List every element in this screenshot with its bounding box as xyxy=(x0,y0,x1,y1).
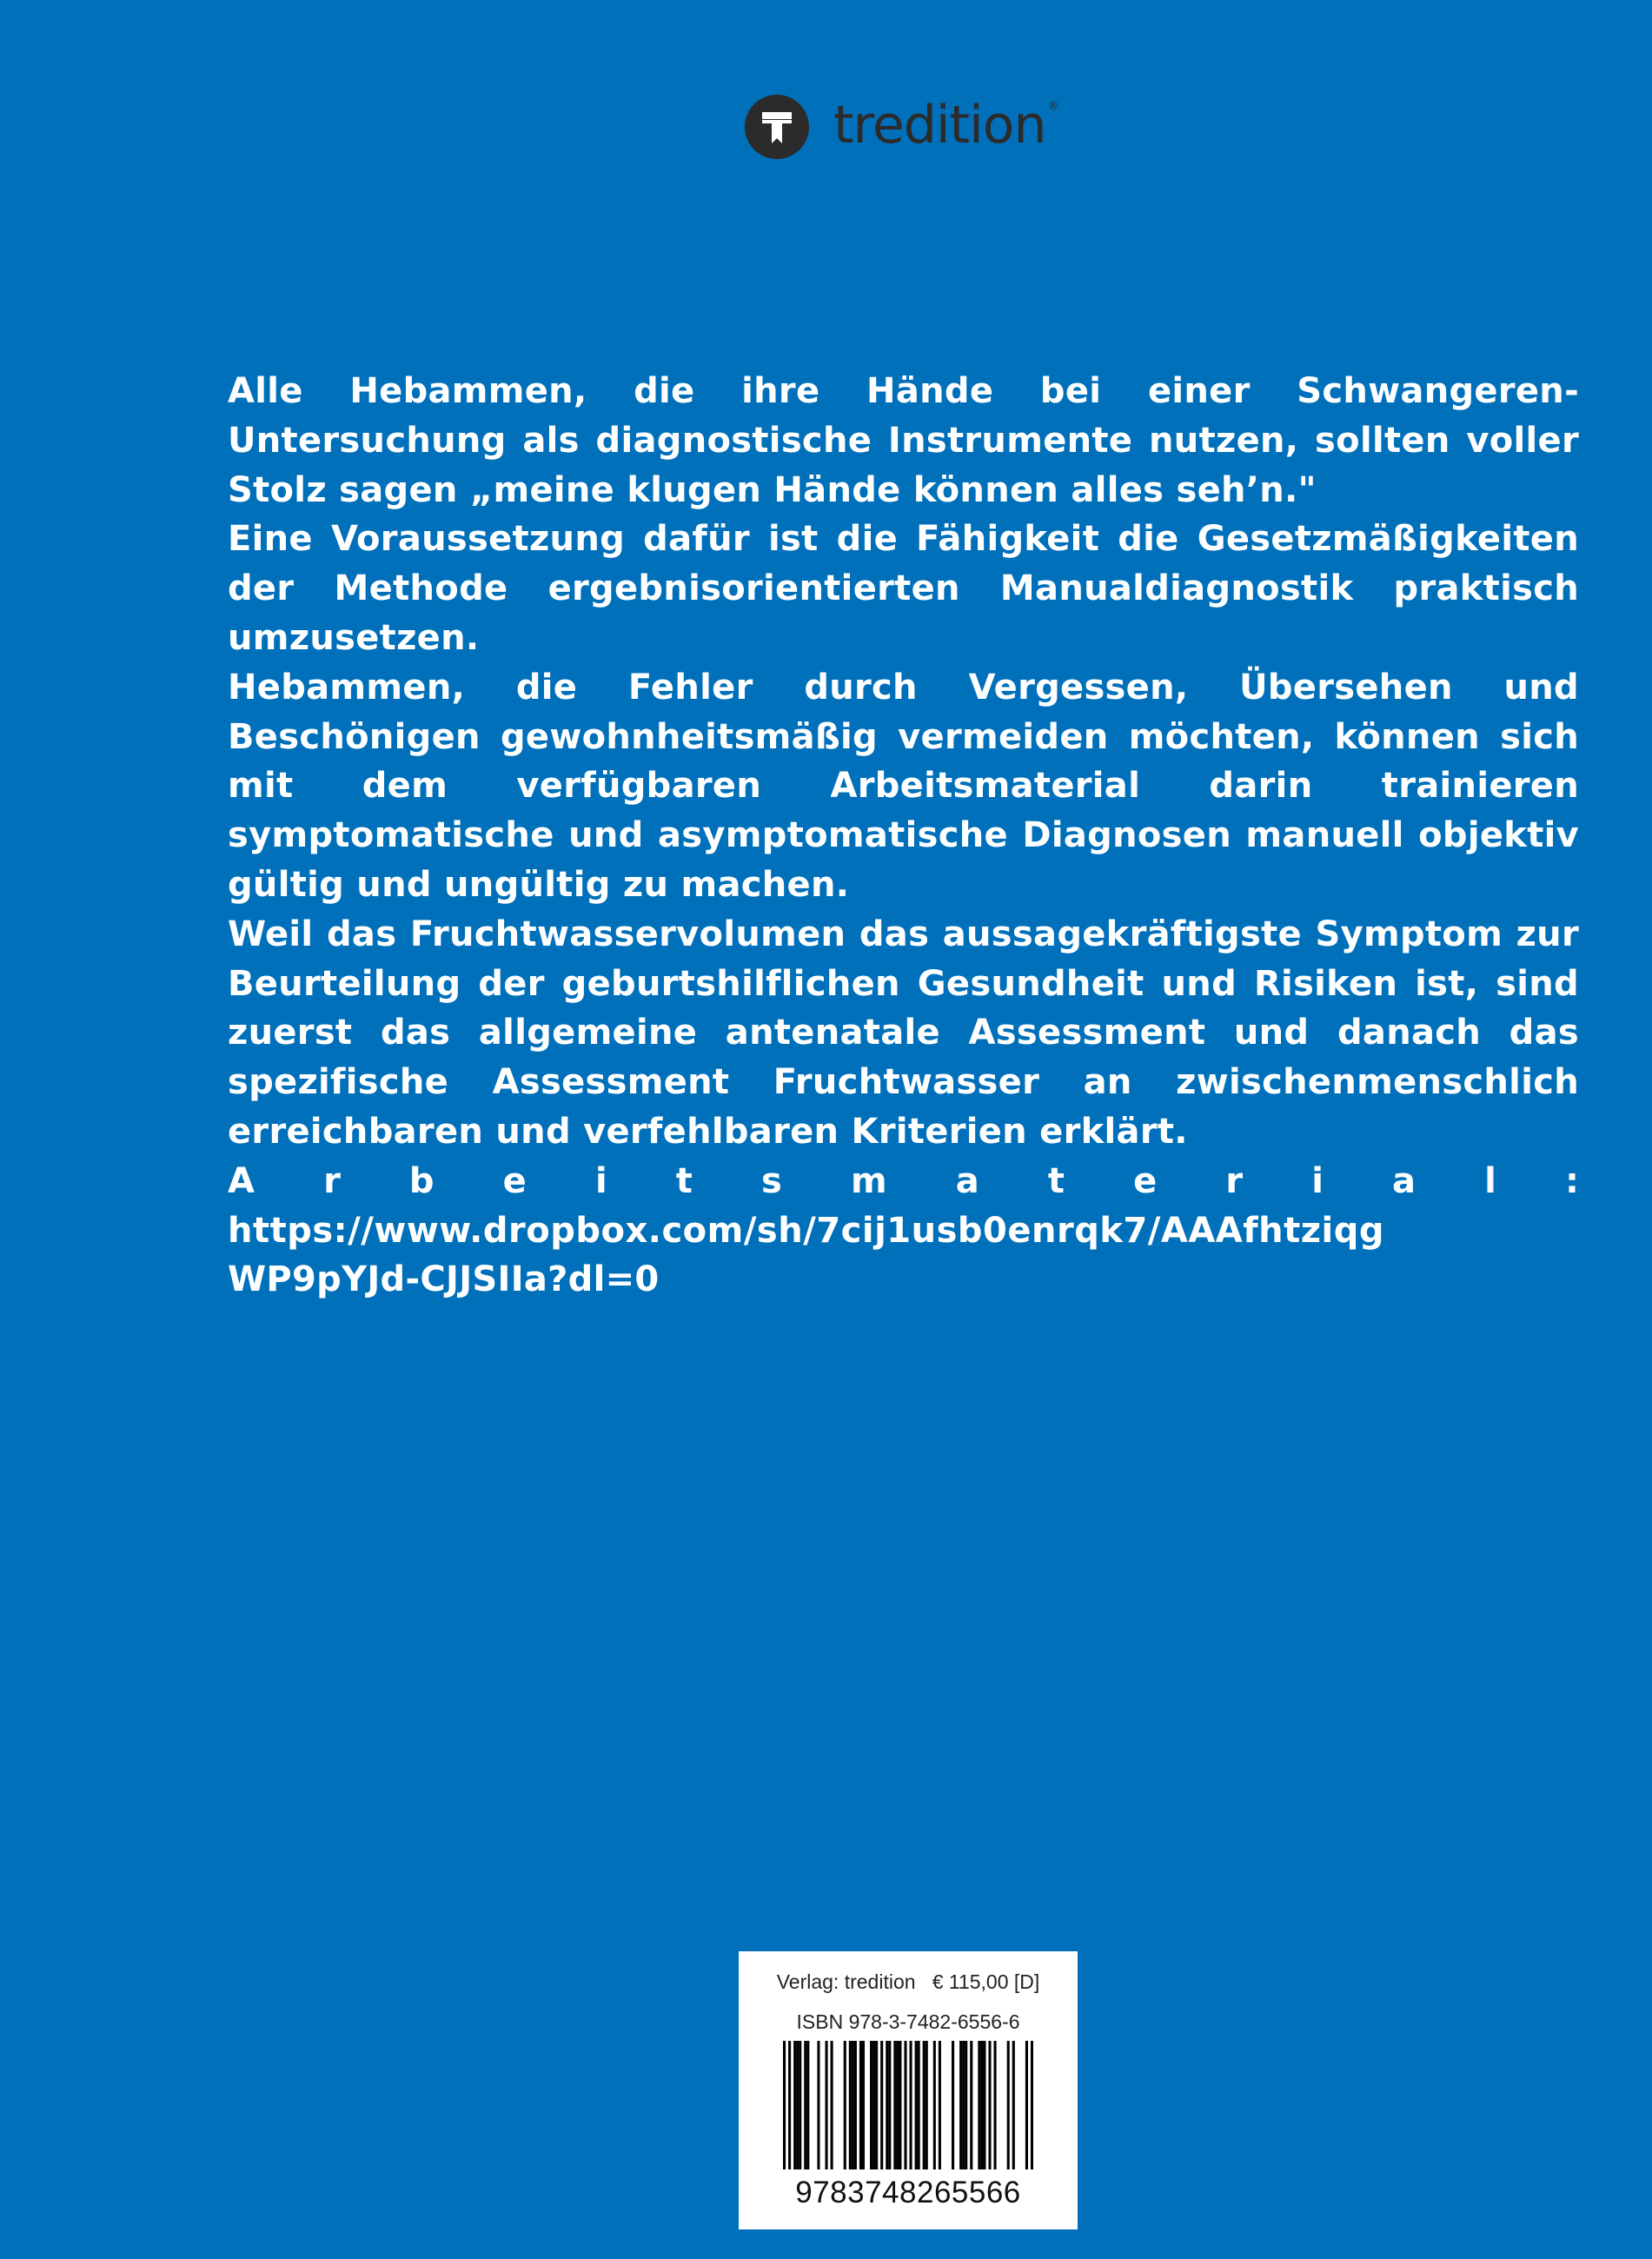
barcode-bar xyxy=(915,2041,918,2169)
barcode-bar xyxy=(962,2041,965,2169)
blurb-paragraph: Hebammen, die Fehler durch Vergessen, Übersehen und Beschönigen gewohnheitsmäßig vermeiden möchten, können sich mit dem verfügbaren Arbeitsmaterial darin trainieren symptomatische und asymptomatische Diagnosen manuell objektiv gültig und ungültig zu machen. xyxy=(228,667,1579,905)
barcode-bar xyxy=(817,2041,819,2169)
back-cover-blurb xyxy=(228,367,1579,1305)
barcode-bar xyxy=(854,2041,857,2169)
barcode-label xyxy=(739,1951,1078,2229)
barcode-bar xyxy=(844,2041,846,2169)
barcode-bar xyxy=(988,2041,991,2169)
barcode-bar xyxy=(904,2041,906,2169)
barcode-bar xyxy=(826,2041,828,2169)
barcode-bar xyxy=(886,2041,888,2169)
barcode-bar xyxy=(872,2041,875,2169)
barcode-bar xyxy=(1012,2041,1015,2169)
barcode-bar xyxy=(849,2041,852,2169)
barcode-bar xyxy=(804,2041,806,2169)
barcode-bar xyxy=(870,2041,872,2169)
barcode-bar xyxy=(875,2041,878,2169)
barcode-bar xyxy=(859,2041,862,2169)
barcode-bar xyxy=(1007,2041,1010,2169)
barcode-bar xyxy=(970,2041,972,2169)
publisher-logo xyxy=(745,92,1058,162)
barcode-bar xyxy=(783,2041,786,2169)
barcode-bar xyxy=(926,2041,928,2169)
barcode-bar xyxy=(893,2041,896,2169)
barcode-bar xyxy=(910,2041,912,2169)
blurb-paragraph: Weil das Fruchtwasservolumen das aussagekräftigste Symptom zur Beurteilung der geburtshilflichen Gesundheit und Risiken ist, sind zuerst das allgemeine antenatale Assessment und danach das spezifische Assessment Fruchtwasser an zwischenmenschlich erreichbaren und verfehlbaren Kriterien erklärt. xyxy=(228,914,1579,1152)
material-url-tail[interactable]: WP9pYJd-CJJSIIa?dl=0 xyxy=(228,1259,660,1300)
barcode-bar xyxy=(1031,2041,1033,2169)
material-label-text: A r b e i t s m a t e r i a l : xyxy=(228,1160,1579,1201)
barcode-bar xyxy=(880,2041,883,2169)
barcode-bar xyxy=(899,2041,901,2169)
barcode-bar xyxy=(959,2041,962,2169)
barcode-bar xyxy=(939,2041,941,2169)
barcode-bar xyxy=(980,2041,983,2169)
barcode-bar xyxy=(831,2041,833,2169)
tredition-logo-icon xyxy=(745,95,809,159)
barcode-digits: 9783748265566 xyxy=(795,2176,1021,2209)
barcode-bar xyxy=(918,2041,920,2169)
barcode-bar xyxy=(923,2041,926,2169)
blurb-paragraph: Eine Voraussetzung dafür ist die Fähigkeit die Gesetzmäßigkeiten der Methode ergebnisorientierten Manualdiagnostik praktisch umzusetzen. xyxy=(228,519,1579,658)
barcode-bar xyxy=(933,2041,936,2169)
barcode-bars xyxy=(783,2041,1033,2169)
material-label xyxy=(228,1157,1579,1206)
barcode-bar xyxy=(862,2041,865,2169)
barcode-bar xyxy=(983,2041,985,2169)
material-url-line[interactable]: https://www.dropbox.com/sh/7cij1usb0enrqk7/AAAfhtziqg xyxy=(228,1210,1385,1251)
barcode-bar xyxy=(1025,2041,1028,2169)
barcode-bar xyxy=(788,2041,791,2169)
publisher-price: Verlag: tredition € 115,00 [D] xyxy=(776,1970,1040,1993)
blurb-paragraph: Alle Hebammen, die ihre Hände bei einer Schwangeren-Untersuchung als diagnostische Instrumente nutzen, sollten voller Stolz sagen „meine klugen Hände können alles seh’n." xyxy=(228,371,1579,510)
barcode-bar xyxy=(793,2041,796,2169)
barcode-bar xyxy=(799,2041,801,2169)
registered-mark: ® xyxy=(1047,100,1058,113)
publisher-name: tredition ® xyxy=(833,95,1058,156)
isbn-text: ISBN 978-3-7482-6556-6 xyxy=(796,2010,1020,2033)
barcode-bar xyxy=(994,2041,997,2169)
barcode-bar xyxy=(952,2041,954,2169)
barcode-bar xyxy=(796,2041,799,2169)
barcode-bar xyxy=(896,2041,899,2169)
barcode-bar xyxy=(852,2041,854,2169)
barcode-bar xyxy=(978,2041,980,2169)
barcode-bar xyxy=(965,2041,967,2169)
barcode-bar xyxy=(806,2041,809,2169)
barcode-bar xyxy=(888,2041,891,2169)
